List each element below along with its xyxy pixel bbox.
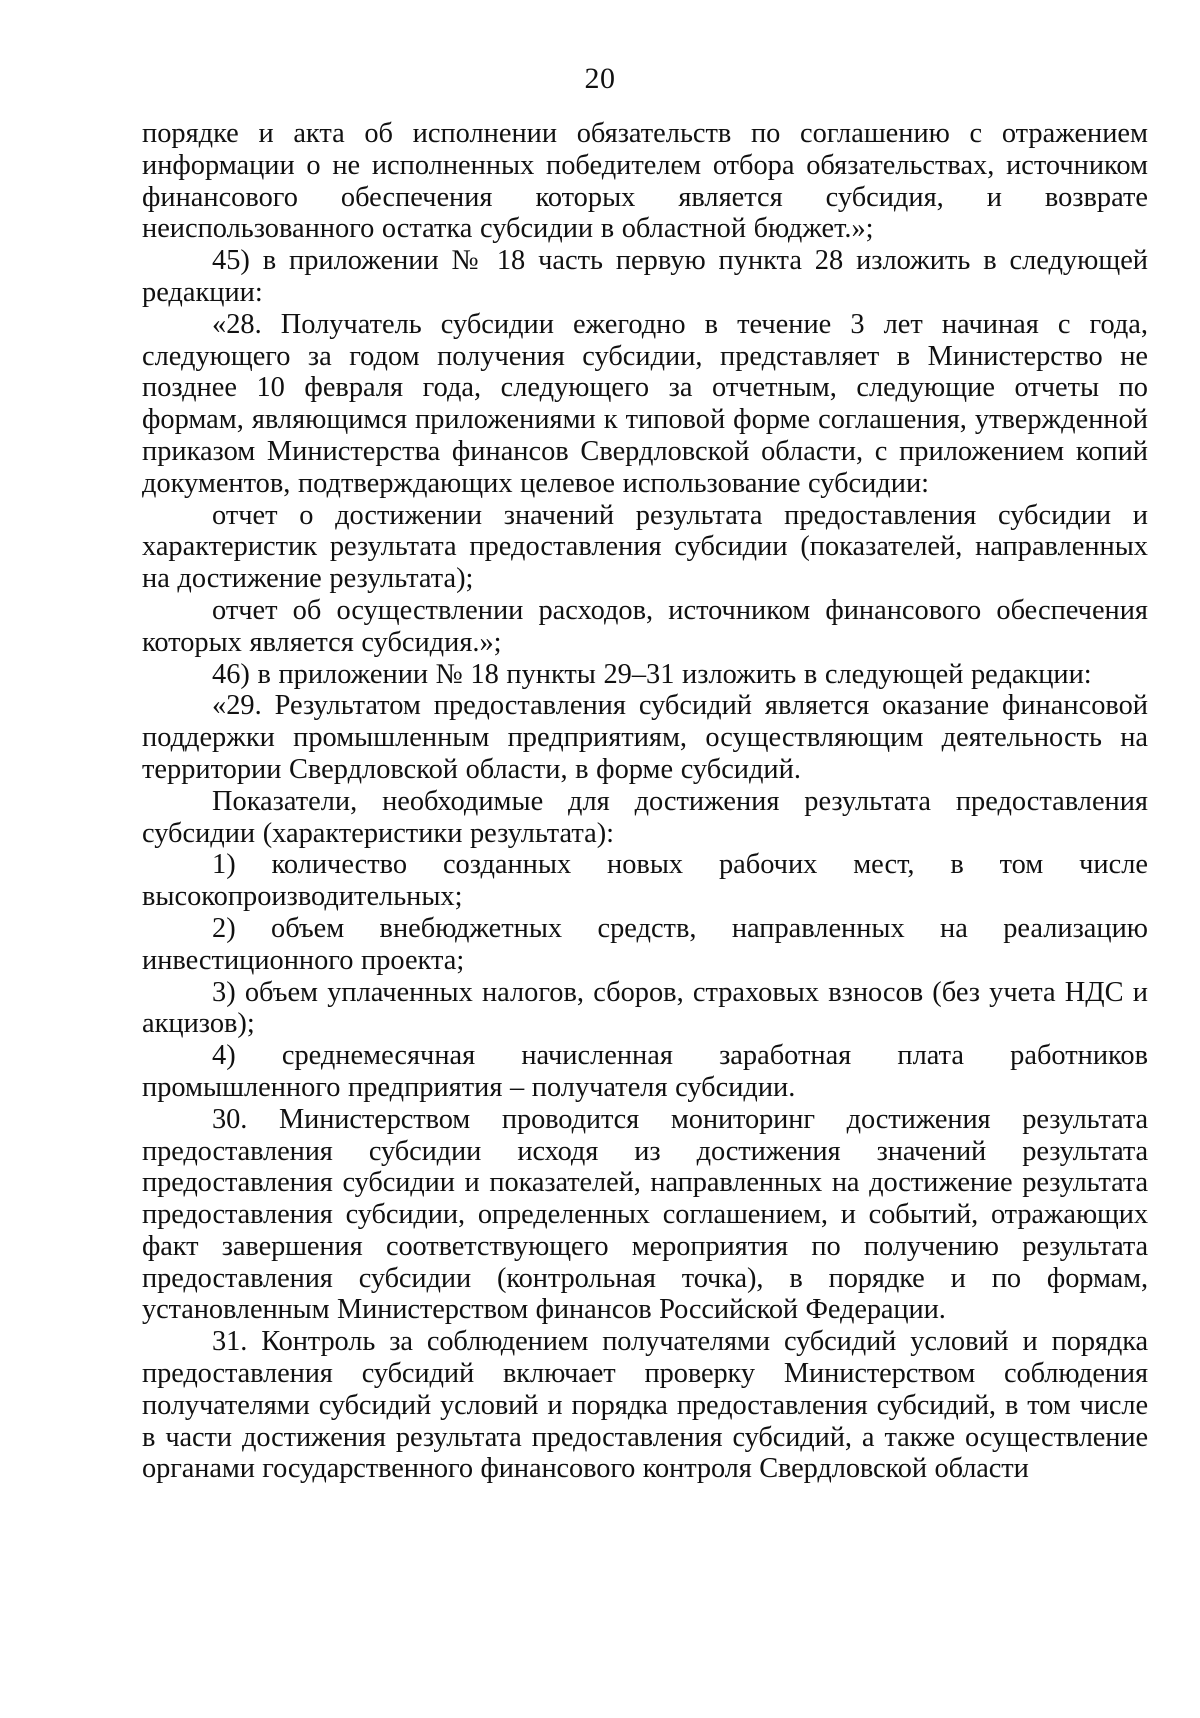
- paragraph-report-results: отчет о достижении значений результата предоставления субсидии и характеристик результата предоставления субсидии (показателей, направленных на достижение результата);: [142, 499, 1148, 595]
- paragraph-indicators-intro: Показатели, необходимые для достижения результата предоставления субсидии (характеристики результата):: [142, 785, 1148, 849]
- paragraph-clause-28: «28. Получатель субсидии ежегодно в течение 3 лет начиная с года, следующего за годом получения субсидии, представляет в Министерство не позднее 10 февраля года, следующего за отчетным, следующие отчеты по формам, являющимся приложениями к типовой форме соглашения, утвержденной приказом Министерства финансов Свердловской области, с приложением копий документов, подтверждающих целевое использование субсидии:: [142, 308, 1148, 499]
- paragraph-clause-29: «29. Результатом предоставления субсидий является оказание финансовой поддержки промышленным предприятиям, осуществляющим деятельность на территории Свердловской области, в форме субсидий.: [142, 690, 1148, 785]
- paragraph-report-expenses: отчет об осуществлении расходов, источником финансового обеспечения которых является субсидия.»;: [142, 594, 1148, 658]
- paragraph-clause-30: 30. Министерством проводится мониторинг достижения результата предоставления субсидии исходя из достижения значений результата предоставления субсидии и показателей, направленных на достижение результата предоставления субсидии, определенных соглашением, и событий, отражающих факт завершения соответствующего мероприятия по получению результата предоставления субсидии (контрольная точка), в порядке и по формам, установленным Министерством финансов Российской Федерации.: [142, 1103, 1148, 1326]
- paragraph-indicator-2: 2) объем внебюджетных средств, направленных на реализацию инвестиционного проекта;: [142, 912, 1148, 976]
- page-number: 20: [584, 62, 616, 95]
- paragraph-indicator-4: 4) среднемесячная начисленная заработная плата работников промышленного предприятия – получателя субсидии.: [142, 1040, 1148, 1103]
- document-body: [142, 118, 1148, 1485]
- paragraph-item-45: 45) в приложении № 18 часть первую пункта 28 изложить в следующей редакции:: [142, 245, 1148, 308]
- paragraph-continuation: порядке и акта об исполнении обязательств по соглашению с отражением информации о не исполненных победителем отбора обязательствах, источником финансового обеспечения которых является субсидия, и возврате неиспользованного остатка субсидии в областной бюджет.»;: [142, 118, 1148, 245]
- paragraph-item-46: 46) в приложении № 18 пункты 29–31 изложить в следующей редакции:: [212, 658, 1092, 690]
- paragraph-clause-31: 31. Контроль за соблюдением получателями субсидий условий и порядка предоставления субсидий включает проверку Министерством соблюдения получателями субсидий условий и порядка предоставления субсидий, в том числе в части достижения результата предоставления субсидий, а также осуществление органами государственного финансового контроля Свердловской области: [142, 1326, 1148, 1485]
- paragraph-indicator-3: 3) объем уплаченных налогов, сборов, страховых взносов (без учета НДС и акцизов);: [142, 976, 1148, 1040]
- paragraph-indicator-1: 1) количество созданных новых рабочих мест, в том числе высокопроизводительных;: [142, 849, 1148, 913]
